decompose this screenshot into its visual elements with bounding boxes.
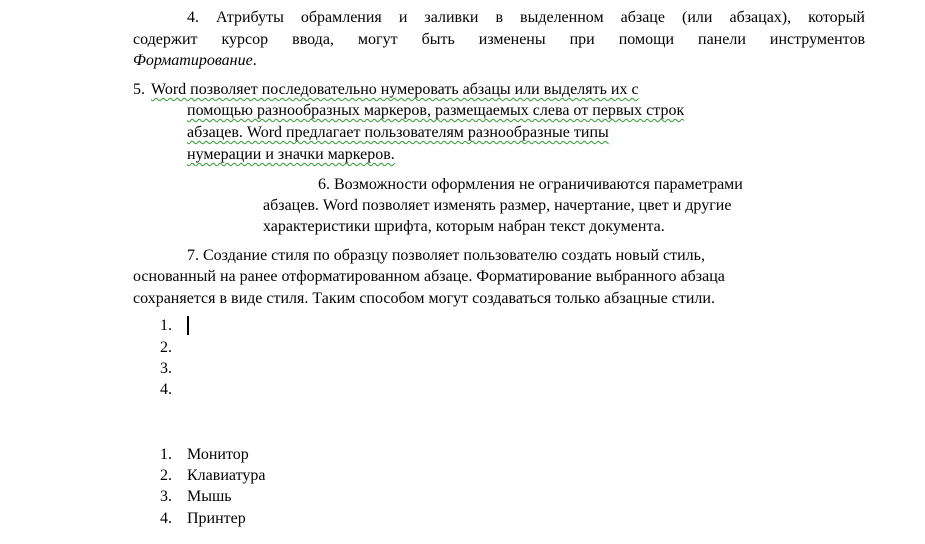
para6-line2: абзацев. Word позволяет изменять размер, начертание, цвет и другие	[263, 197, 732, 214]
device-list-item: Мышь	[187, 488, 232, 505]
para5-number: 5.	[133, 81, 145, 98]
device-list-item: Клавиатура	[187, 467, 266, 484]
device-list-item: Монитор	[187, 446, 249, 463]
para5-line3	[187, 123, 609, 143]
empty-list-item-number: 3.	[160, 360, 172, 377]
para7-line1: 7. Создание стиля по образцу позволяет пользователю создать новый стиль,	[187, 247, 705, 264]
para4-line3	[133, 51, 257, 71]
para6-line3: характеристики шрифта, которым набран текст документа.	[263, 218, 665, 235]
device-list-number: 2.	[160, 467, 172, 484]
device-list-item: Принтер	[187, 510, 246, 527]
para5-line1-text: Word позволяет последовательно нумеровать абзацы или выделять их с	[151, 81, 639, 98]
para5-line2-text: помощью разнообразных маркеров, размещаемых слева от первых строк	[187, 102, 685, 119]
para4-period: .	[252, 52, 257, 69]
format-toolbar-name: Форматирование	[133, 52, 253, 69]
para7-line2: основанный на ранее отформатированном абзаце. Форматирование выбранного абзаца	[133, 268, 725, 285]
para5-line1	[151, 80, 639, 100]
device-list-number: 4.	[160, 510, 172, 527]
text-cursor	[187, 316, 189, 335]
empty-list-item-number: 2.	[160, 339, 172, 356]
para4-line1: 4. Атрибуты обрамления и заливки в выделенном абзаце (или абзацах), который	[187, 9, 865, 26]
empty-list-item-number: 4.	[160, 381, 172, 398]
para5-line3-text: абзацев. Word предлагает пользователям разнообразные типы	[187, 124, 609, 141]
para5-line4-text: нумерации и значки маркеров.	[187, 146, 395, 163]
empty-list-item-number: 1.	[160, 317, 172, 334]
para4-line2: содержит курсор ввода, могут быть изменены при помощи панели инструментов	[133, 31, 865, 48]
device-list-number: 3.	[160, 488, 172, 505]
para5-line2	[187, 101, 684, 121]
para6-line1: 6. Возможности оформления не ограничиваются параметрами	[318, 176, 743, 193]
para5-line4	[187, 145, 395, 165]
device-list-number: 1.	[160, 446, 172, 463]
para7-line3: сохраняется в виде стиля. Таким способом могут создаваться только абзацные стили.	[133, 290, 715, 307]
